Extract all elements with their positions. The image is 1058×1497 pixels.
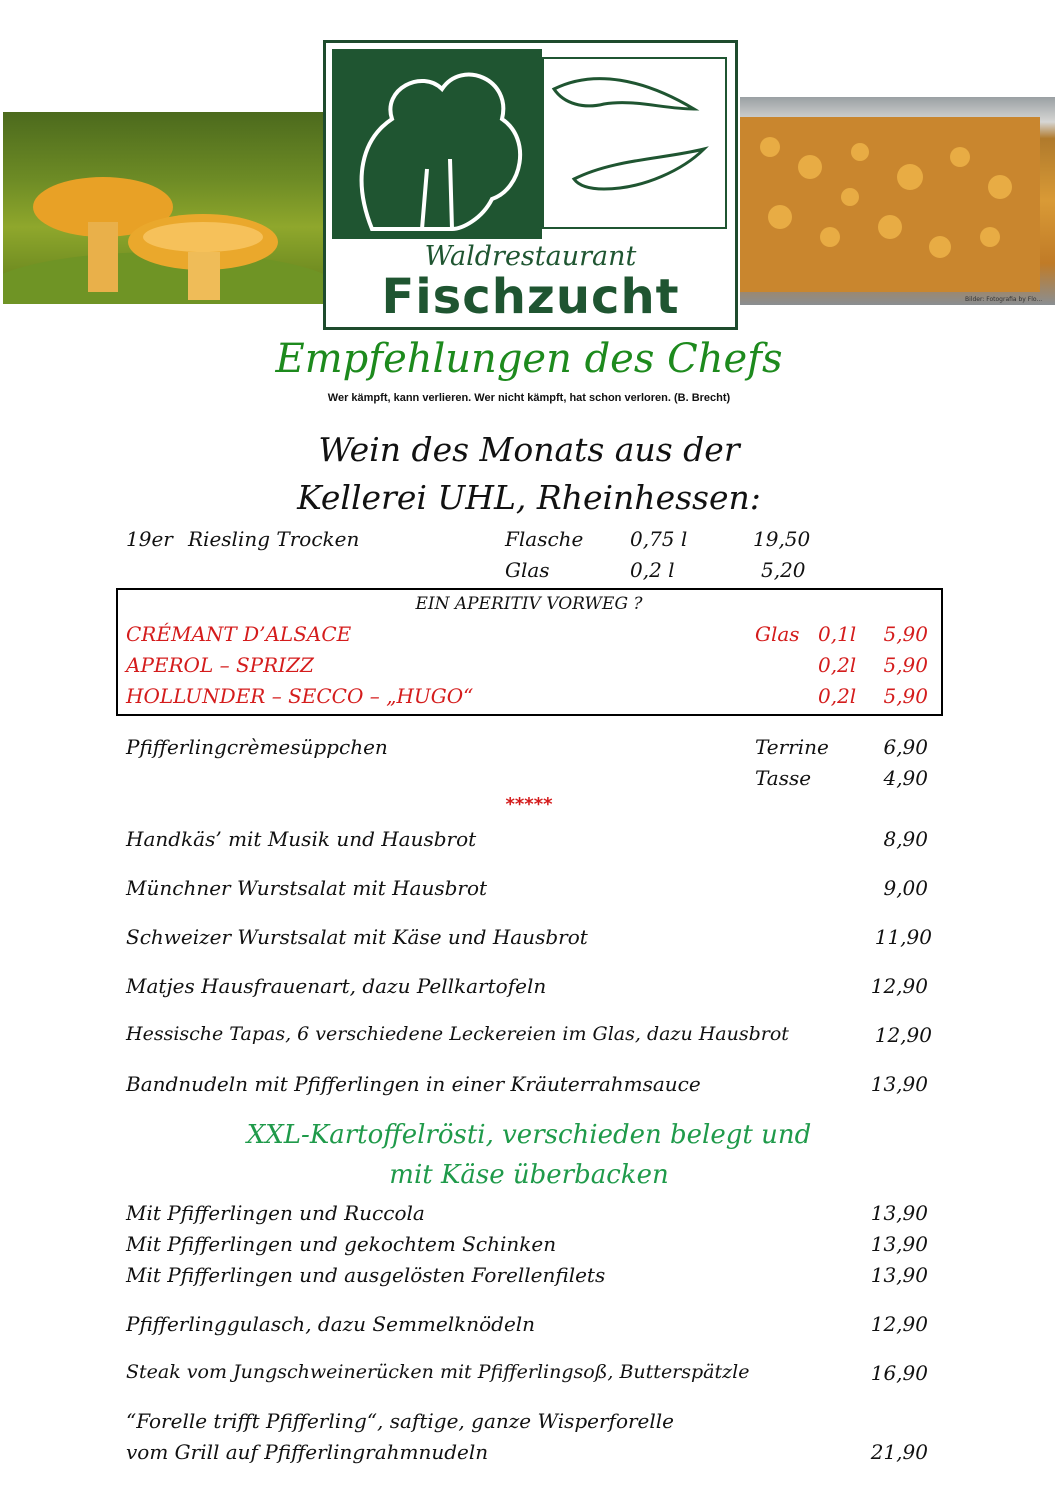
roesti-price: 13,90: [870, 1263, 928, 1287]
restaurant-logo: [323, 40, 738, 330]
aperitif-item: HOLLUNDER – SECCO – „HUGO“: [126, 684, 474, 708]
photo-credit: Bilder: Fotografia by Flo...: [965, 296, 1043, 303]
dish-name: Handkäs’ mit Musik und Hausbrot: [126, 827, 477, 851]
aperitif-price: 5,90: [883, 622, 928, 646]
soup-option-label: Tasse: [755, 766, 812, 790]
dish-price: 13,90: [870, 1072, 928, 1096]
roesti-heading-line1: XXL-Kartoffelrösti, verschieden belegt und: [246, 1120, 812, 1150]
main-dish-name: Pfifferlinggulasch, dazu Semmelknödeln: [126, 1312, 536, 1336]
chanterelle-photo-left: [3, 112, 325, 304]
main-dish-price: 16,90: [870, 1361, 928, 1385]
wine-size: 0,75 l: [630, 527, 688, 551]
aperitif-unit: Glas: [755, 622, 800, 646]
forelle-price: 21,90: [870, 1440, 928, 1464]
aperitif-price: 5,90: [883, 653, 928, 677]
dish-price: 8,90: [883, 827, 928, 851]
soup-option-price: 4,90: [883, 766, 928, 790]
roesti-item: Mit Pfifferlingen und gekochtem Schinken: [126, 1232, 557, 1256]
fish-emblem: [542, 57, 727, 229]
wine-unit: Glas: [505, 558, 550, 582]
aperitif-size: 0,2l: [818, 653, 857, 677]
wine-name: Riesling Trocken: [188, 527, 360, 551]
wine-unit: Flasche: [505, 527, 584, 551]
dish-price: 12,90: [870, 974, 928, 998]
roesti-item: Mit Pfifferlingen und Ruccola: [126, 1201, 425, 1225]
mushroom-tray-illustration: [740, 97, 1055, 305]
dish-name: Matjes Hausfrauenart, dazu Pellkartofeln: [126, 974, 547, 998]
roesti-price: 13,90: [870, 1232, 928, 1256]
forelle-line1: “Forelle trifft Pfifferling“, saftige, ganze Wisperforelle: [126, 1409, 675, 1433]
dish-price: 11,90: [874, 925, 932, 949]
aperitif-item: APEROL – SPRIZZ: [126, 653, 314, 677]
soup-name: Pfifferlingcrèmesüppchen: [126, 735, 388, 759]
main-dish-price: 12,90: [870, 1312, 928, 1336]
logo-name: Fischzucht: [381, 269, 680, 325]
wine-heading-line1: Wein des Monats aus der: [318, 430, 740, 469]
logo-script: Waldrestaurant: [424, 241, 637, 272]
quote: Wer kämpft, kann verlieren. Wer nicht kämpft, hat schon verloren. (B. Brecht): [327, 392, 731, 404]
wine-heading-line2: Kellerei UHL, Rheinhessen:: [297, 478, 761, 517]
mushroom-illustration: [3, 112, 325, 304]
aperitif-item: CRÉMANT D’ALSACE: [126, 622, 352, 646]
chanterelle-photo-right: [740, 97, 1055, 305]
roesti-price: 13,90: [870, 1201, 928, 1225]
dish-name: Schweizer Wurstsalat mit Käse und Hausbrot: [126, 925, 588, 949]
aperitif-heading: EIN APERITIV VORWEG ?: [415, 594, 643, 614]
divider-stars: *****: [505, 794, 553, 815]
wine-price: 5,20: [761, 558, 806, 582]
wine-size: 0,2 l: [630, 558, 675, 582]
dish-name: Münchner Wurstsalat mit Hausbrot: [126, 876, 488, 900]
soup-option-label: Terrine: [755, 735, 829, 759]
dish-price: 9,00: [883, 876, 928, 900]
page-title: Empfehlungen des Chefs: [275, 336, 783, 382]
aperitif-price: 5,90: [883, 684, 928, 708]
forelle-line2: vom Grill auf Pfifferlingrahmnudeln: [126, 1440, 489, 1464]
wine-year: 19er: [126, 527, 173, 551]
dish-name: Hessische Tapas, 6 verschiedene Leckereien im Glas, dazu Hausbrot: [126, 1023, 789, 1045]
roesti-item: Mit Pfifferlingen und ausgelösten Forellenfilets: [126, 1263, 606, 1287]
main-dish-name: Steak vom Jungschweinerücken mit Pfifferlingsoß, Butterspätzle: [126, 1361, 750, 1383]
aperitif-size: 0,1l: [818, 622, 857, 646]
roesti-heading-line2: mit Käse überbacken: [389, 1160, 669, 1190]
aperitif-size: 0,2l: [818, 684, 857, 708]
wine-price: 19,50: [753, 527, 811, 551]
dish-name: Bandnudeln mit Pfifferlingen in einer Kräuterrahmsauce: [126, 1072, 701, 1096]
tree-emblem: [332, 49, 542, 239]
dish-price: 12,90: [874, 1023, 932, 1047]
soup-option-price: 6,90: [883, 735, 928, 759]
